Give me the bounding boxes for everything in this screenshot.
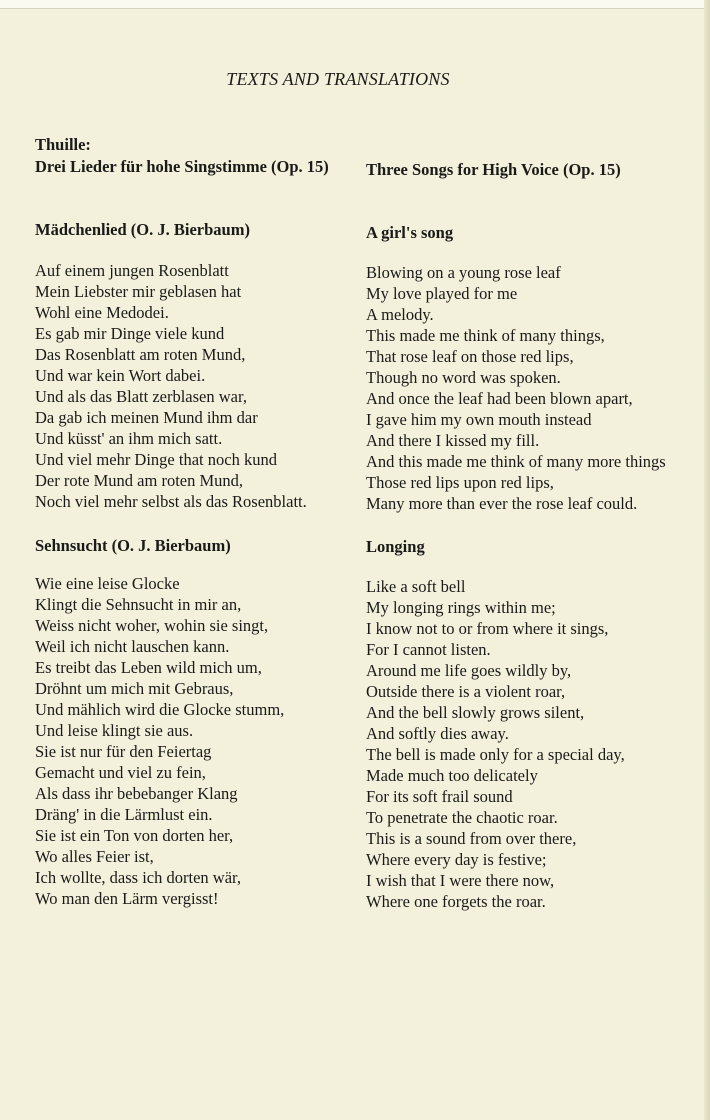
lyric-line: And there I kissed my fill. — [366, 431, 540, 450]
lyric-line: Wo man den Lärm vergisst! — [35, 889, 219, 908]
lyric-line: And softly dies away. — [366, 724, 509, 743]
lyric-line: Dröhnt um mich mit Gebraus, — [35, 679, 234, 698]
lyric-line: Weil ich nicht lauschen kann. — [35, 637, 230, 656]
english-song-lyrics — [366, 576, 625, 912]
lyric-line: Made much too delicately — [366, 766, 538, 785]
lyric-line: My longing rings within me; — [366, 598, 556, 617]
lyric-line: Auf einem jungen Rosenblatt — [35, 261, 229, 280]
german-song-title: Sehnsucht (O. J. Bierbaum) — [35, 536, 231, 555]
lyric-line: To penetrate the chaotic roar. — [366, 808, 558, 827]
lyric-line: For I cannot listen. — [366, 640, 491, 659]
lyric-line: Many more than ever the rose leaf could. — [366, 494, 638, 513]
lyric-line: Weiss nicht woher, wohin sie singt, — [35, 616, 269, 635]
composer-name: Thuille: — [35, 135, 91, 154]
lyric-line: Und mählich wird die Glocke stumm, — [35, 700, 285, 719]
lyric-line: Und viel mehr Dinge that noch kund — [35, 450, 277, 469]
page-top-edge — [0, 0, 710, 9]
lyric-line: The bell is made only for a special day, — [366, 745, 625, 764]
lyric-line: Where one forgets the roar. — [366, 892, 546, 911]
lyric-line: Blowing on a young rose leaf — [366, 263, 561, 282]
lyric-line: Wo alles Feier ist, — [35, 847, 154, 866]
lyric-line: This is a sound from over there, — [366, 829, 577, 848]
german-song-lyrics — [35, 573, 284, 909]
german-cycle-title: Drei Lieder für hohe Singstimme (Op. 15) — [35, 157, 329, 176]
lyric-line: Das Rosenblatt am roten Mund, — [35, 345, 246, 364]
german-song-lyrics — [35, 260, 307, 512]
lyric-line: Outside there is a violent roar, — [366, 682, 566, 701]
lyric-line: Und war kein Wort dabei. — [35, 366, 206, 385]
lyric-line: I know not to or from where it sings, — [366, 619, 609, 638]
lyric-line: Though no word was spoken. — [366, 368, 561, 387]
lyric-line: Klingt die Sehnsucht in mir an, — [35, 595, 242, 614]
lyric-line: And once the leaf had been blown apart, — [366, 389, 633, 408]
english-song-lyrics — [366, 262, 666, 514]
lyric-line: Mein Liebster mir geblasen hat — [35, 282, 242, 301]
lyric-line: Gemacht und viel zu fein, — [35, 763, 206, 782]
lyric-line: Es treibt das Leben wild mich um, — [35, 658, 262, 677]
lyric-line: My love played for me — [366, 284, 518, 303]
lyric-line: For its soft frail sound — [366, 787, 513, 806]
lyric-line: Es gab mir Dinge viele kund — [35, 324, 225, 343]
lyric-line: Dräng' in die Lärmlust ein. — [35, 805, 213, 824]
lyric-line: Wie eine leise Glocke — [35, 574, 180, 593]
lyric-line: Da gab ich meinen Mund ihm dar — [35, 408, 258, 427]
lyric-line: Those red lips upon red lips, — [366, 473, 554, 492]
lyric-line: I wish that I were there now, — [366, 871, 555, 890]
lyric-line: Where every day is festive; — [366, 850, 547, 869]
lyric-line: Like a soft bell — [366, 577, 466, 596]
lyric-line: Als dass ihr bebebanger Klang — [35, 784, 238, 803]
lyric-line: And this made me think of many more things — [366, 452, 666, 471]
lyric-line: That rose leaf on those red lips, — [366, 347, 574, 366]
lyric-line: Und küsst' an ihm mich satt. — [35, 429, 223, 448]
lyric-line: Sie ist ein Ton von dorten her, — [35, 826, 234, 845]
english-song-title: Longing — [366, 537, 425, 556]
lyric-line: Noch viel mehr selbst als das Rosenblatt. — [35, 492, 307, 511]
lyric-line: This made me think of many things, — [366, 326, 605, 345]
lyric-line: Und leise klingt sie aus. — [35, 721, 194, 740]
english-song-title: A girl's song — [366, 223, 454, 242]
lyric-line: And the bell slowly grows silent, — [366, 703, 585, 722]
lyric-line: Der rote Mund am roten Mund, — [35, 471, 244, 490]
lyric-line: Around me life goes wildly by, — [366, 661, 572, 680]
english-cycle-title: Three Songs for High Voice (Op. 15) — [366, 160, 621, 179]
page-right-edge — [704, 0, 710, 1120]
lyric-line: Ich wollte, dass ich dorten wär, — [35, 868, 241, 887]
page-heading: TEXTS AND TRANSLATIONS — [226, 69, 450, 89]
lyric-line: A melody. — [366, 305, 434, 324]
lyric-line: Wohl eine Medodei. — [35, 303, 169, 322]
lyric-line: Sie ist nur für den Feiertag — [35, 742, 212, 761]
german-song-title: Mädchenlied (O. J. Bierbaum) — [35, 220, 250, 239]
lyric-line: I gave him my own mouth instead — [366, 410, 592, 429]
lyric-line: Und als das Blatt zerblasen war, — [35, 387, 247, 406]
